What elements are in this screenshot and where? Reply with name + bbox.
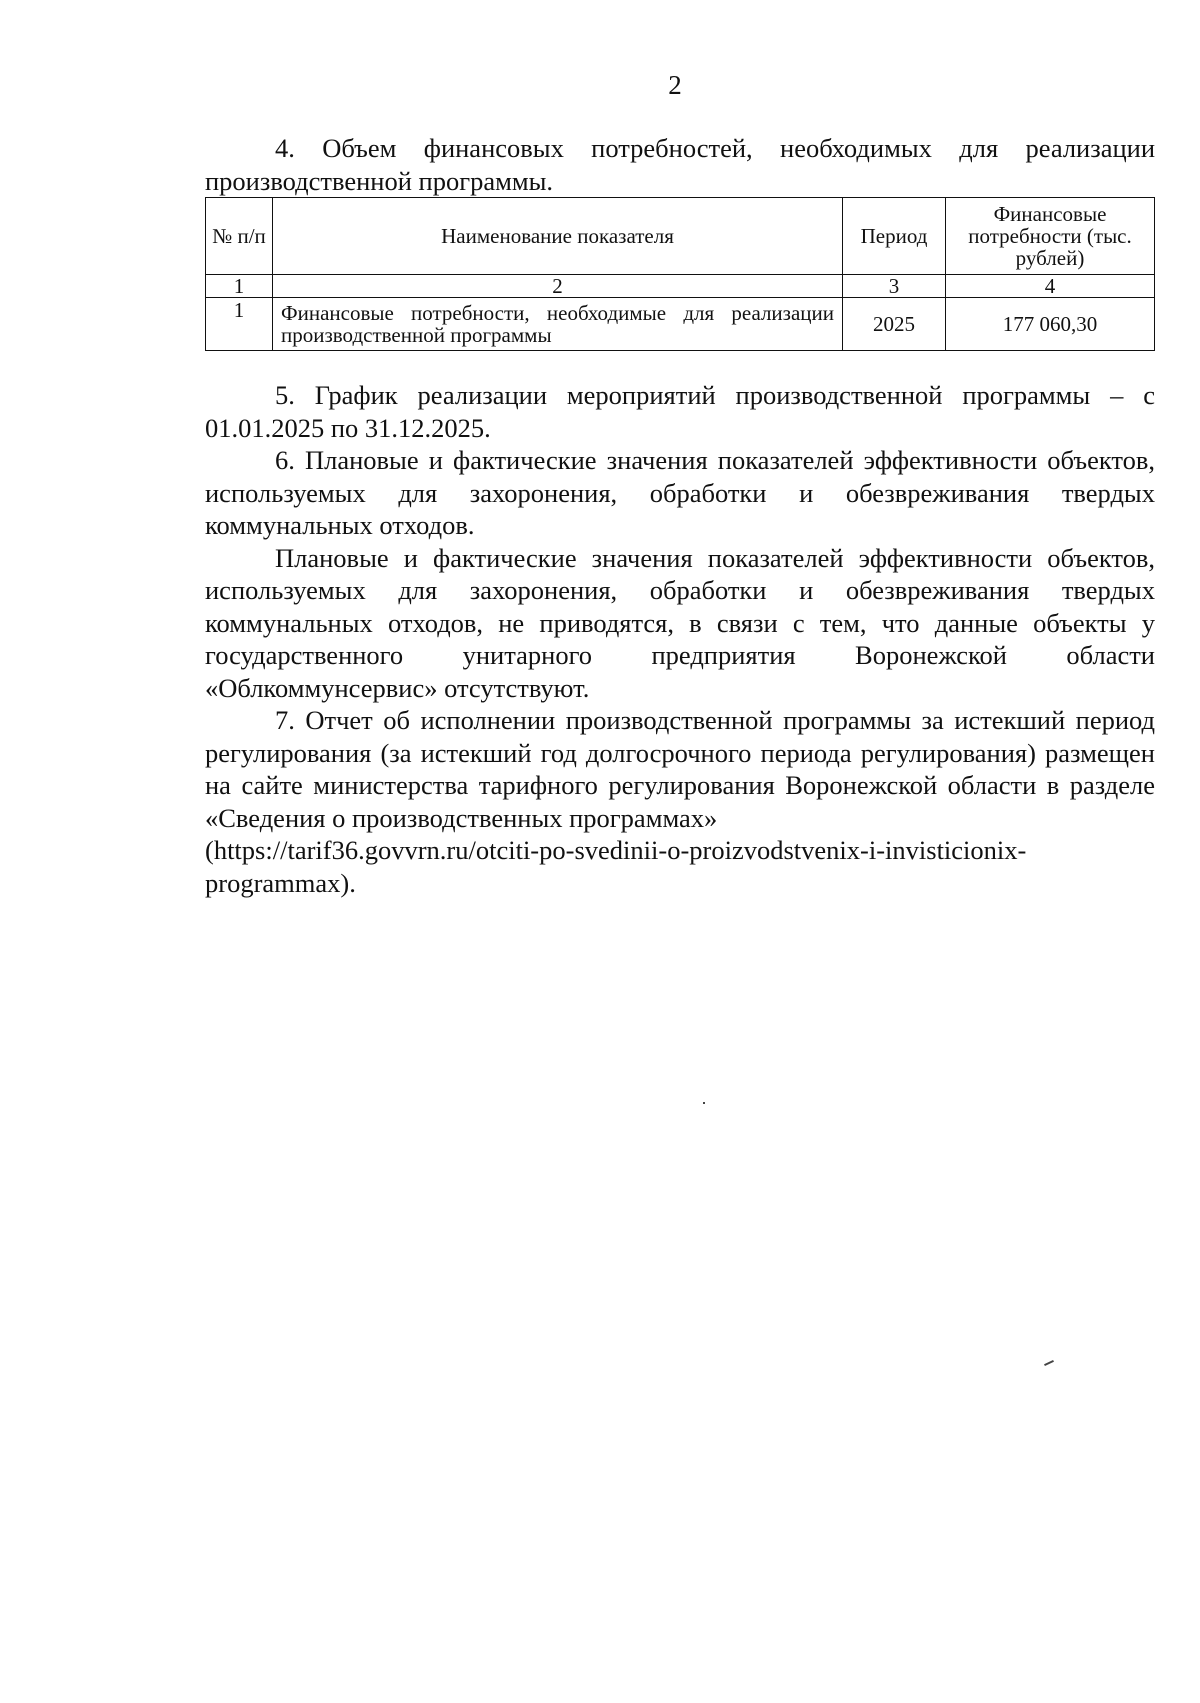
section-4-heading: 4. Объем финансовых потребностей, необходимых для реализации производственной программы.: [205, 133, 1155, 196]
header-period: Период: [843, 198, 946, 275]
table-column-number-row: [206, 275, 1155, 298]
table-header-row: [206, 198, 1155, 275]
row-indicator-name: Финансовые потребности, необходимые для реализации производственной программы: [273, 298, 843, 351]
section-7-paragraph: 7. Отчет об исполнении производственной программы за истекший период регулирования (за истекший год долгосрочного периода регулирования) размещен на сайте министерства тарифного регулирования Воронежской области в разделе «Сведения о производственных программах»: [205, 705, 1155, 833]
row-period: 2025: [843, 298, 946, 351]
table-row: [206, 298, 1155, 351]
header-indicator-name: Наименование показателя: [273, 198, 843, 275]
column-number: 2: [273, 275, 843, 298]
column-number: 3: [843, 275, 946, 298]
section-6-body: Плановые и фактические значения показателей эффективности объектов, используемых для захоронения, обработки и обезвреживания твердых коммунальных отходов, не приводятся, в связи с тем, что данные объекты у государственного унитарного предприятия Воронежской области «Облкоммунсервис» отсутствуют.: [205, 542, 1155, 703]
header-financial-needs: Финансовые потребности (тыс. рублей): [946, 198, 1155, 275]
scan-dot-mark: [703, 1102, 705, 1104]
report-url-link[interactable]: (https://tarif36.govvrn.ru/otciti-po-svedinii-o-proizvodstvenix-i-invisticionix-programmax).: [205, 835, 1027, 898]
row-number: 1: [206, 298, 273, 351]
document-body: [205, 132, 1155, 899]
column-number: 4: [946, 275, 1155, 298]
section-6-heading: 6. Плановые и фактические значения показателей эффективности объектов, используемых для захоронения, обработки и обезвреживания твердых коммунальных отходов.: [205, 445, 1155, 540]
header-number: № п/п: [206, 198, 273, 275]
financial-needs-table: [205, 197, 1155, 351]
column-number: 1: [206, 275, 273, 298]
scan-stroke-mark: [1044, 1360, 1054, 1366]
page-number: 2: [668, 70, 682, 100]
section-5-paragraph: 5. График реализации мероприятий производственной программы – с 01.01.2025 по 31.12.2025.: [205, 380, 1155, 443]
row-amount: 177 060,30: [946, 298, 1155, 351]
